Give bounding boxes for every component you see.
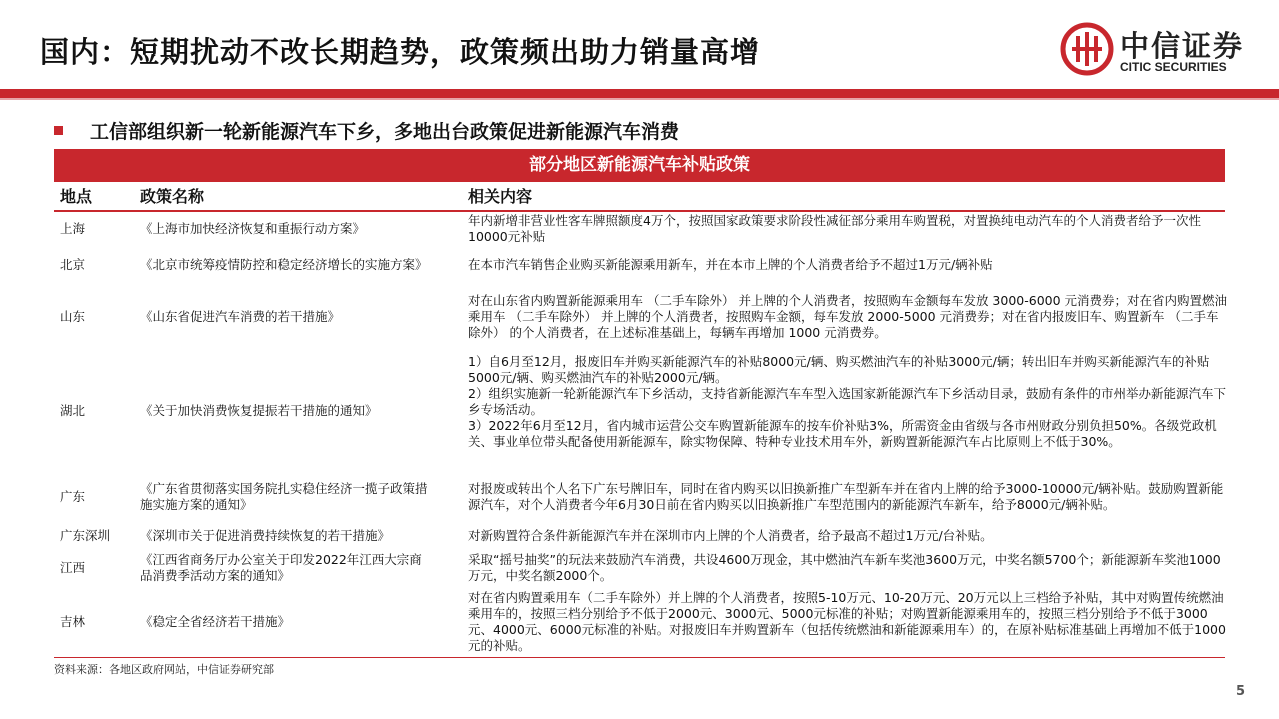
header-divider-light [0,98,1279,100]
table-row [54,589,1225,655]
section-subtitle: 工信部组织新一轮新能源汽车下乡，多地出台政策促进新能源汽车消费 [90,121,680,143]
source-note: 资料来源：各地区政府网站，中信证券研究部 [54,663,274,676]
table-row [54,292,1228,342]
cell-location: 山东 [60,309,86,324]
logo-english-name: CITIC SECURITIES [1120,60,1227,74]
table-row [54,550,1225,586]
header-divider [0,89,1279,98]
table-row [54,211,1225,247]
cell-content: 采取“摇号抽奖”的玩法来鼓励汽车消费，共设4600万现金，其中燃油汽车新车奖池3600万元，中奖名额5700个；新能源新车奖池1000万元，中奖名额2000个。 [468,552,1221,583]
cell-location: 北京 [60,257,86,272]
column-header-content: 相关内容 [468,187,533,206]
cell-policy: 《关于加快消费恢复提振若干措施的通知》 [140,403,378,418]
table-column-headers [54,182,1225,212]
table-title: 部分地区新能源汽车补贴政策 [54,149,1225,182]
logo-chinese-name: 中信证券 [1120,29,1245,63]
cell-content: 对在省内购置乘用车（二手车除外）并上牌的个人消费者，按照5-10万元、10-20万元、20万元以上三档给予补贴，其中对购置传统燃油乘用车的，按照三档分别给予不低于2000元、3000元、5000元标准的补贴；对购置新能源乘用车的，按照三档分别给予不低于3000元、4000元、6000元标准的补贴。对报废旧车并购置新车（包括传统燃油和新能源乘用车）的，在原补贴标准基础上再增加不低于1000元的补贴。 [468,590,1226,653]
cell-policy: 《江西省商务厅办公室关于印发2022年江西大宗商品消费季活动方案的通知》 [140,552,422,583]
cell-policy: 《深圳市关于促进消费持续恢复的若干措施》 [140,528,391,543]
table-row [54,527,1225,545]
citic-logo [1060,20,1260,80]
column-header-policy: 政策名称 [140,187,205,206]
content-line: 1）自6月至12月，报废旧车并购买新能源汽车的补贴8000元/辆、购买燃油汽车的补贴3000元/辆；转出旧车并购买新能源汽车的补贴5000元/辆、购买燃油汽车的补贴2000元/辆。 [468,354,1210,385]
table-row [54,472,1225,522]
cell-content: 对在山东省内购置新能源乘用车 （二手车除外） 并上牌的个人消费者，按照购车金额每车发放 3000-6000 元消费券；对在省内购置燃油乘用车 （二手车除外） 并上牌的个人消费者，按照购车金额，每车发放 2000-5000 元消费券；对在省内报废旧车、购置新车 （二手车除外） 的个人消费者，在上述标准基础上，每辆车再增加 1000 元消费券。 [468,293,1228,340]
cell-content: 对报废或转出个人名下广东号牌旧车，同时在省内购买以旧换新推广车型新车并在省内上牌的给予3000-10000元/辆补贴。鼓励购置新能源汽车，对个人消费者今年6月30日前在省内购买以旧换新推广车型范围内的新能源汽车新车，给予8000元/辆补贴。 [468,481,1224,512]
content-line: 2）组织实施新一轮新能源汽车下乡活动，支持省新能源汽车车型入选国家新能源汽车下乡活动目录，鼓励有条件的市州举办新能源汽车下乡专场活动。 [468,386,1226,417]
cell-content [468,354,1228,450]
bullet-square-icon [54,126,63,135]
cell-policy: 《山东省促进汽车消费的若干措施》 [140,309,341,324]
content-line: 3）2022年6月至12月，省内城市运营公交车购置新能源车的按车价补贴3%，所需资金由省级与各市州财政分别负担50%。各级党政机关、事业单位带头配备使用新能源车，除实物保障、特种专业技术用车外，新购置新能源汽车占比原则上不低于30%。 [468,418,1217,449]
cell-location: 湖北 [60,403,86,418]
cell-policy: 《北京市统筹疫情防控和稳定经济增长的实施方案》 [140,257,428,272]
table-bottom-rule [54,657,1225,658]
cell-location: 广东深圳 [60,528,111,543]
cell-policy: 《广东省贯彻落实国务院扎实稳住经济一揽子政策措施实施方案的通知》 [140,481,428,512]
cell-location: 吉林 [60,614,86,629]
cell-location: 上海 [60,221,86,236]
table-row [54,354,1225,468]
cell-content: 在本市汽车销售企业购买新能源乘用新车，并在本市上牌的个人消费者给予不超过1万元/辆补贴 [468,257,993,272]
cell-content: 对新购置符合条件新能源汽车并在深圳市内上牌的个人消费者，给予最高不超过1万元/台补贴。 [468,528,993,543]
cell-location: 江西 [60,560,86,575]
page-title: 国内：短期扰动不改长期趋势，政策频出助力销量高增 [40,35,761,69]
cell-policy: 《稳定全省经济若干措施》 [140,614,291,629]
cell-content: 年内新增非营业性客车牌照额度4万个，按照国家政策要求阶段性减征部分乘用车购置税，对置换纯电动汽车的个人消费者给予一次性10000元补贴 [468,213,1201,244]
cell-policy: 《上海市加快经济恢复和重振行动方案》 [140,221,366,236]
table-row [54,248,1225,282]
citic-emblem-icon [1060,22,1114,76]
cell-location: 广东 [60,489,86,504]
page-number: 5 [1236,684,1246,699]
column-header-location: 地点 [60,187,93,206]
